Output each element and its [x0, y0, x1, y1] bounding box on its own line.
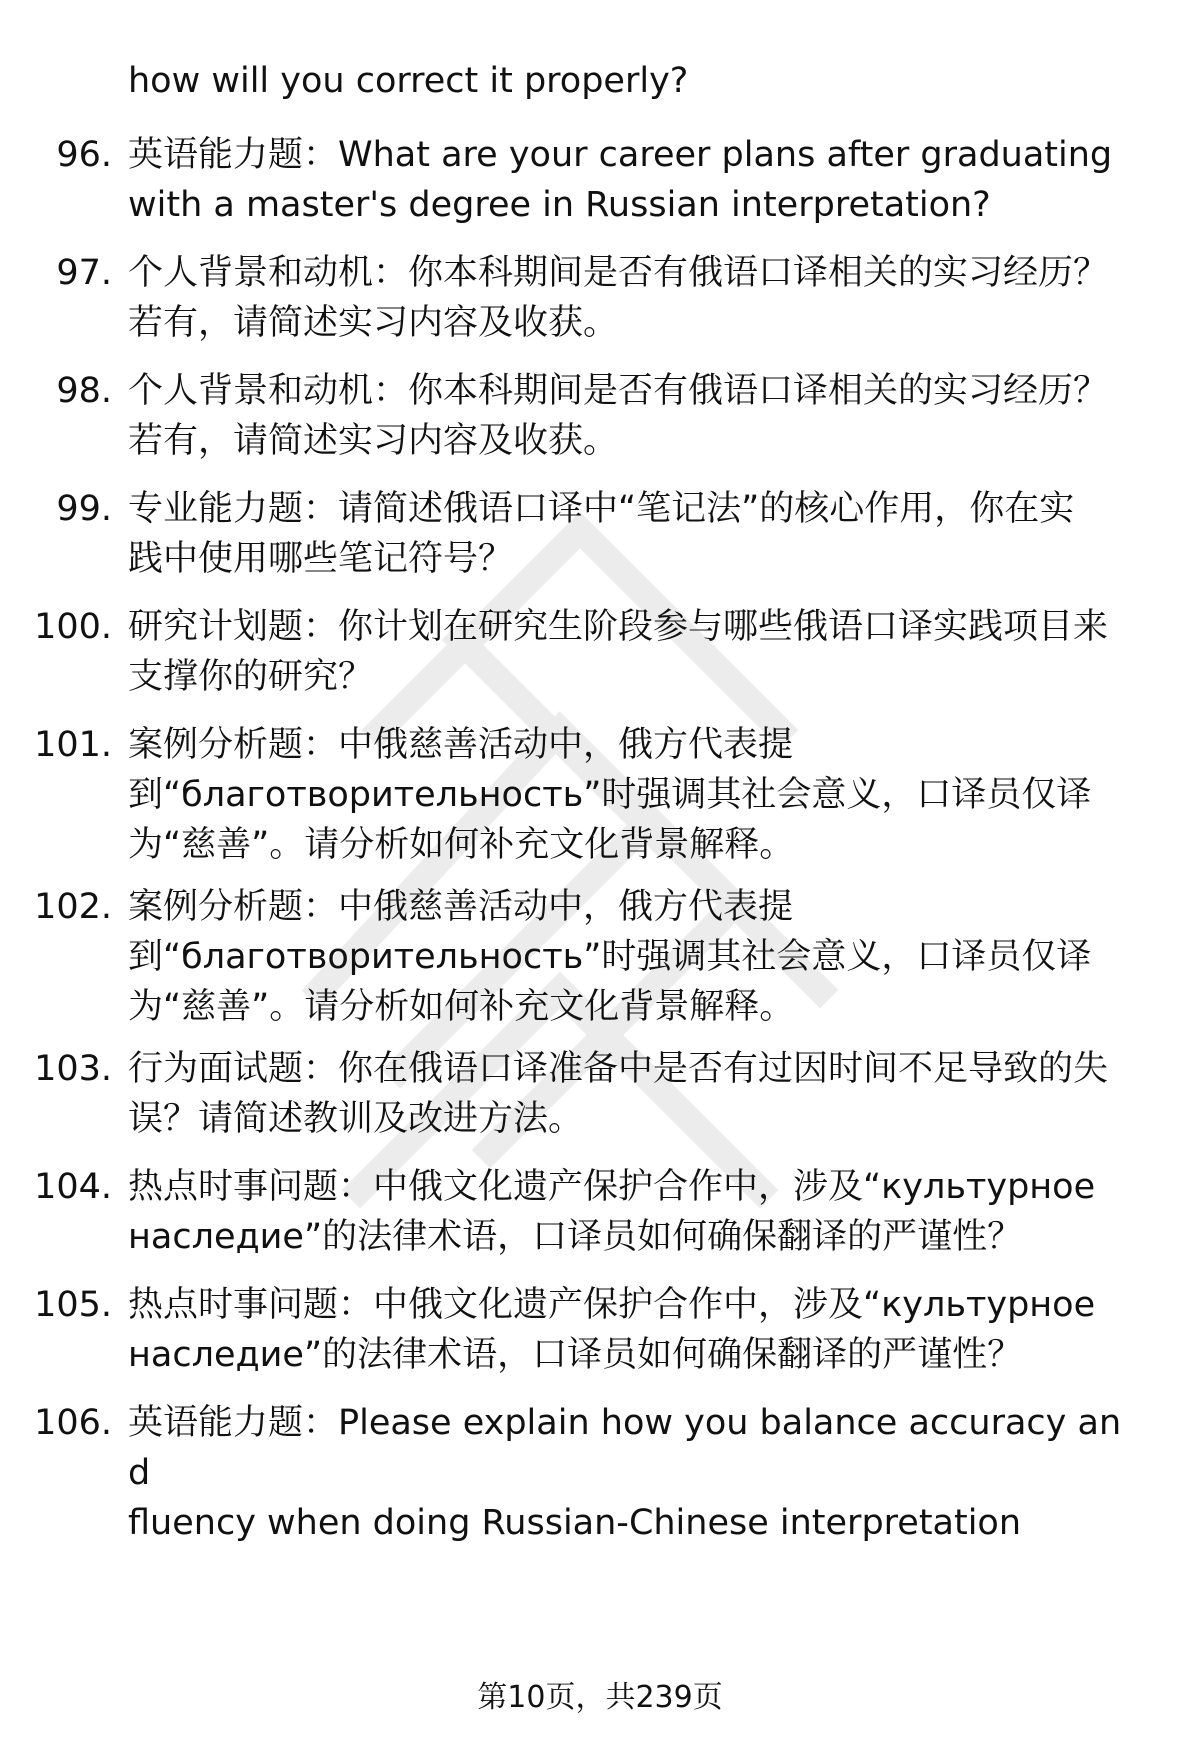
question-text: 个人背景和动机：你本科期间是否有俄语口译相关的实习经历？ 若有，请简述实习内容及收获。 — [128, 253, 1109, 343]
question-number: 101. — [34, 725, 112, 765]
question-text: 个人背景和动机：你本科期间是否有俄语口译相关的实习经历？ 若有，请简述实习内容及收获。 — [128, 371, 1109, 461]
continuation-text: how will you correct it properly? — [128, 61, 689, 101]
question-text: 英语能力题：Please explain how you balance accuracy and fluency when doing Russian-Chinese interpretation — [128, 1403, 1122, 1543]
question-text: 行为面试题：你在俄语口译准备中是否有过因时间不足导致的失 误？请简述教训及改进方法。 — [128, 1049, 1109, 1139]
question-number: 106. — [34, 1403, 112, 1443]
page-footer: 第10页，共239页 — [477, 1680, 723, 1715]
question-number: 98. — [56, 371, 112, 411]
question-text: 英语能力题：What are your career plans after graduating with a master's degree in Russian interpretation? — [128, 135, 1113, 225]
question-number: 103. — [34, 1049, 112, 1089]
question-text: 热点时事问题：中俄文化遗产保护合作中，涉及“культурное наследие”的法律术语，口译员如何确保翻译的严谨性？ — [128, 1167, 1096, 1257]
question-number: 100. — [34, 607, 112, 647]
question-number: 104. — [34, 1167, 112, 1207]
question-text: 案例分析题：中俄慈善活动中，俄方代表提 到“благотворительность”时强调其社会意义，口译员仅译 为“慈善”。请分析如何补充文化背景解释。 — [128, 725, 1092, 865]
question-number: 96. — [56, 135, 112, 175]
question-text: 案例分析题：中俄慈善活动中，俄方代表提 到“благотворительность”时强调其社会意义，口译员仅译 为“慈善”。请分析如何补充文化背景解释。 — [128, 887, 1092, 1027]
question-text: 专业能力题：请简述俄语口译中“笔记法”的核心作用，你在实 践中使用哪些笔记符号？ — [128, 489, 1075, 579]
question-text: 研究计划题：你计划在研究生阶段参与哪些俄语口译实践项目来 支撑你的研究？ — [128, 607, 1109, 697]
question-number: 99. — [56, 489, 112, 529]
question-text: 热点时事问题：中俄文化遗产保护合作中，涉及“культурное наследие”的法律术语，口译员如何确保翻译的严谨性？ — [128, 1285, 1096, 1375]
question-number: 105. — [34, 1285, 112, 1325]
question-number: 97. — [56, 253, 112, 293]
question-number: 102. — [34, 887, 112, 927]
